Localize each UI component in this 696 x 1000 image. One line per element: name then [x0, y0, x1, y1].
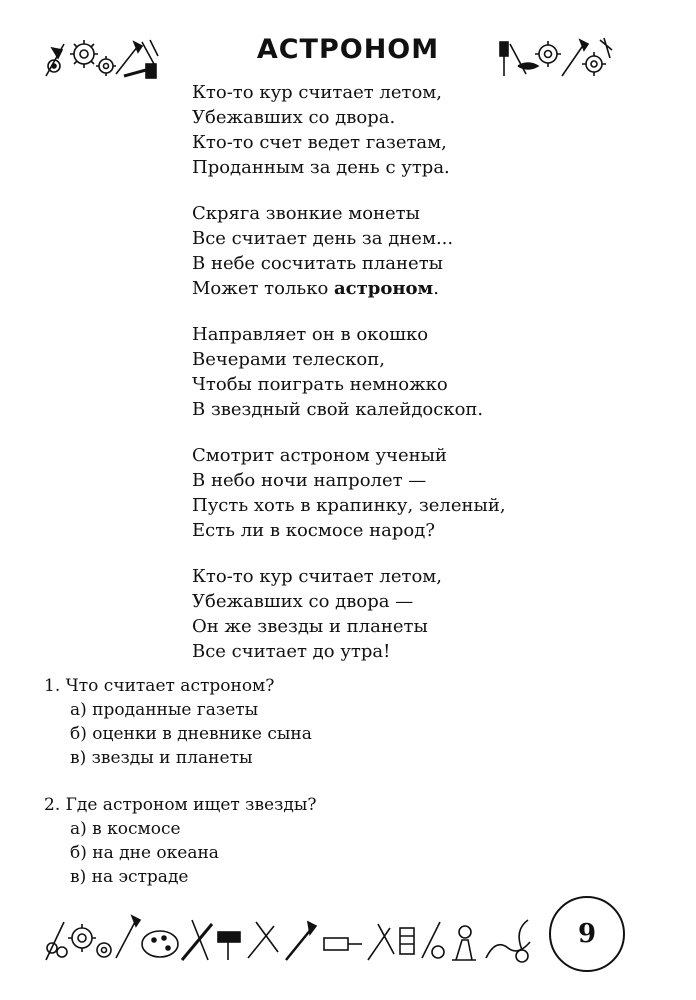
answer-option: а) в космосе	[70, 819, 181, 839]
answer-option: б) оценки в дневнике сына	[70, 724, 312, 744]
poem-line: В небе сосчитать планеты	[192, 253, 443, 274]
answer-option: б) на дне океана	[70, 843, 219, 863]
answer-option: в) звезды и планеты	[70, 748, 253, 768]
quiz-question-1	[44, 674, 604, 770]
poem-bold-word: астроном	[334, 278, 434, 299]
page-number: 9	[549, 896, 625, 972]
tools-border-icon	[42, 908, 540, 970]
page-title: АСТРОНОМ	[256, 34, 440, 65]
answer-option: а) проданные газеты	[70, 700, 259, 720]
poem-line: Направляет он в окошко	[192, 324, 429, 345]
question-text: 2. Где астроном ищет звезды?	[44, 795, 317, 815]
quiz-question-2	[44, 793, 604, 889]
poem-line: Кто-то кур считает летом,	[192, 566, 443, 587]
poem-line: Вечерами телескоп,	[192, 349, 385, 370]
poem-text: .	[433, 278, 439, 299]
poem-line: В небо ночи напролет —	[192, 470, 427, 491]
answer-option: в) на эстраде	[70, 867, 189, 887]
poem-line: Чтобы поиграть немножко	[192, 374, 448, 395]
poem-stanza-3	[192, 322, 632, 422]
poem	[192, 80, 632, 685]
poem-stanza-4	[192, 443, 632, 543]
tools-ornament-right-icon	[496, 36, 614, 80]
poem-line-with-bold	[192, 276, 632, 301]
poem-stanza-5	[192, 564, 632, 664]
poem-stanza-2	[192, 201, 632, 301]
poem-stanza-1	[192, 80, 632, 180]
poem-line: Все считает до утра!	[192, 641, 391, 662]
poem-line: Убежавших со двора.	[192, 107, 396, 128]
poem-line: Пусть хоть в крапинку, зеленый,	[192, 495, 506, 516]
poem-line: Проданным за день с утра.	[192, 157, 450, 178]
poem-line: Убежавших со двора —	[192, 591, 414, 612]
poem-line: Все считает день за днем...	[192, 228, 454, 249]
poem-line: Смотрит астроном ученый	[192, 445, 447, 466]
poem-line: Есть ли в космосе народ?	[192, 520, 435, 541]
poem-line: Он же звезды и планеты	[192, 616, 428, 637]
question-text: 1. Что считает астроном?	[44, 676, 275, 696]
poem-text: Может только	[192, 278, 334, 299]
poem-line: Кто-то кур считает летом,	[192, 82, 443, 103]
poem-line: В звездный свой калейдоскоп.	[192, 399, 484, 420]
poem-line: Кто-то счет ведет газетам,	[192, 132, 447, 153]
quiz	[44, 674, 604, 912]
poem-line: Скряга звонкие монеты	[192, 203, 420, 224]
